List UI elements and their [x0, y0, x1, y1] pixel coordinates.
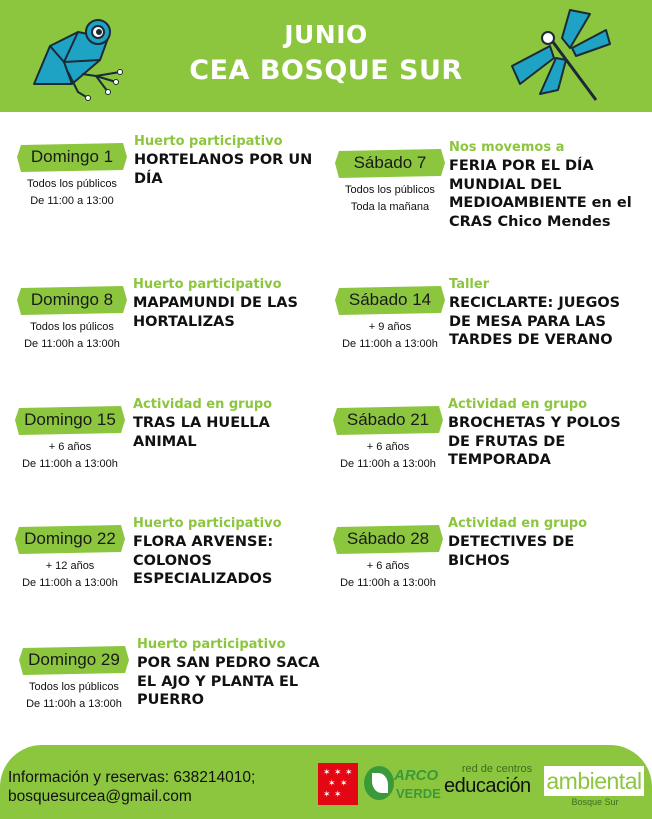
activity-category: Huerto participativo [133, 277, 282, 292]
date-label: Sábado 21 [346, 410, 430, 429]
comunidad-madrid-logo: ✶ ✶ ✶ ✶ ✶ ✶ ✶ [318, 763, 358, 805]
activity-title: POR SAN PEDRO SACA EL AJO Y PLANTA EL PUERRO [137, 655, 320, 708]
header-banner [0, 0, 652, 112]
dragonfly-icon [510, 8, 612, 106]
date-badge [15, 405, 125, 435]
date-label: Domingo 15 [24, 410, 116, 429]
logo-ambiental: ambiental [544, 766, 644, 796]
date-label: Sábado 14 [348, 290, 432, 309]
date-badge [333, 405, 443, 435]
date-label: Domingo 8 [30, 290, 114, 309]
arco-verde-logo: ARCO VERDE [364, 763, 442, 807]
activity-category: Huerto participativo [137, 637, 286, 652]
activity-category: Actividad en grupo [133, 397, 273, 412]
audience-info: + 6 años De 11:00h a 13:00h [22, 441, 118, 470]
contact-email[interactable]: bosquesurcea@gmail.com [8, 788, 192, 805]
audience-info: Todos los públicos De 11:00 a 13:00 [27, 178, 117, 207]
date-label: Domingo 29 [28, 650, 120, 669]
audience-info: Todos los púlicos De 11:00h a 13:00h [24, 321, 120, 350]
activity-title: RECICLARTE: JUEGOS DE MESA PARA LAS TARDES DE VERANO [449, 295, 621, 348]
audience-info: Todos los públicos Toda la mañana [345, 184, 435, 213]
activity-category: Huerto participativo [133, 516, 282, 531]
date-label: Domingo 1 [30, 147, 114, 166]
audience-info: + 9 años De 11:00h a 13:00h [342, 321, 438, 350]
date-badge [335, 148, 445, 178]
contact-phone: Información y reservas: 638214010; [8, 769, 256, 786]
header-center-name: CEA BOSQUE SUR [189, 55, 463, 86]
logo-red-de-centros: red de centros [461, 763, 533, 775]
activity-title: FERIA POR EL DÍA MUNDIAL DEL MEDIOAMBIENTE en el CRAS Chico Mendes [449, 158, 632, 230]
activity-category: Nos movemos a [449, 140, 565, 155]
activity-title: MAPAMUNDI DE LAS HORTALIZAS [133, 295, 298, 330]
date-badge [17, 142, 127, 172]
activity-title: BROCHETAS Y POLOS DE FRUTAS DE TEMPORADA [448, 415, 621, 468]
activity-title: DETECTIVES DE BICHOS [448, 534, 575, 569]
activity-category: Actividad en grupo [448, 516, 588, 531]
logo-educacion: educación [444, 775, 531, 797]
date-label: Sábado 7 [353, 153, 427, 172]
date-badge [17, 285, 127, 315]
audience-info: + 6 años De 11:00h a 13:00h [340, 441, 436, 470]
audience-info: + 12 años De 11:00h a 13:00h [22, 560, 118, 589]
contact-info [8, 768, 255, 806]
activity-category: Actividad en grupo [448, 397, 588, 412]
date-label: Domingo 22 [24, 529, 116, 548]
activity-title: HORTELANOS POR UN DÍA [134, 152, 313, 187]
audience-info: Todos los públicos De 11:00h a 13:00h [26, 681, 122, 710]
activity-title: TRAS LA HUELLA ANIMAL [133, 415, 270, 450]
activity-category: Taller [449, 277, 490, 292]
activity-category: Huerto participativo [134, 134, 283, 149]
date-badge [333, 524, 443, 554]
date-badge [19, 645, 129, 675]
date-badge [335, 285, 445, 315]
audience-info: + 6 años De 11:00h a 13:00h [340, 560, 436, 589]
logo-bosque-sur: Bosque Sur [571, 797, 619, 807]
activity-title: FLORA ARVENSE: COLONOS ESPECIALIZADOS [133, 534, 274, 587]
header-month: JUNIO [284, 20, 368, 49]
date-label: Sábado 28 [346, 529, 430, 548]
date-badge [15, 524, 125, 554]
